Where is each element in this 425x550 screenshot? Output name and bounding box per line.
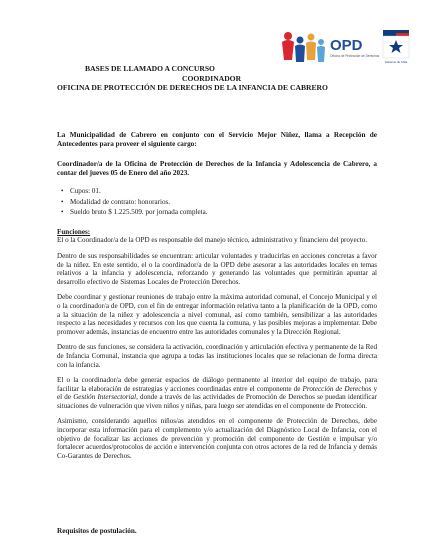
document-header — [57, 64, 377, 93]
paragraph-5 — [57, 376, 377, 410]
list-item: • Modalidad de contrato: honorarios. — [70, 198, 377, 207]
requirements-title: Requisitos de postulación. — [57, 527, 137, 535]
paragraph-1: El o la Coordinador/a de la OPD es responsable del manejo técnico, administrativo y financiero del proyecto. — [57, 236, 368, 245]
text-span: El o la coordinador/a debe generar espacios de diálogo permanente al interior del equipo de trabajo, para facilitar la elaboración de estrategias y acciones coordinadas entre el componente de — [57, 376, 377, 393]
header-line-1: BASES DE LLAMADO A CONCURSO — [85, 64, 215, 73]
position-paragraph: Coordinador/a de la Oficina de Protección de Derechos de la Infancia y Adolescencia de Cabrero, a contar del jueves 05 de Enero del año 2023. — [57, 160, 377, 177]
gobierno-chile-logo — [380, 30, 412, 64]
list-item: • Sueldo bruto $ 1.225.509. por jornada completa. — [70, 208, 377, 217]
paragraph-4: Dentro de sus funciones, se considera la activación, coordinación y articulación efectiva y permanente de la Red de Infancia Comunal, instancia que agrupa a todas las instituciones locales que se relacionan de forma directa con la infancia. — [57, 343, 377, 369]
svg-text:Oficina de Protección de Derec: Oficina de Protección de Derechos — [330, 54, 380, 58]
document-body — [57, 131, 377, 467]
italic-term: Gestión Intersectorial — [73, 393, 137, 402]
functions-title: Funciones: — [57, 227, 91, 236]
svg-text:Gobierno de Chile: Gobierno de Chile — [384, 60, 408, 64]
paragraph-2: Dentro de sus responsabilidades se encuentran: articular voluntades y traducirlas en acciones concretas a favor de la niñez. En este sentido, el o la coordinador/a de la OPD debe asesorar a las autoridades locales en temas relativos a la infancia y adolescencia, reforzando y generando las voluntades que permitirán apuntar al desarrollo efectivo de Sistemas Locales de Protección Derechos. — [57, 251, 377, 286]
header-line-3: OFICINA DE PROTECCIÓN DE DERECHOS DE LA INFANCIA DE CABRERO — [57, 83, 328, 93]
children-figures-icon — [282, 32, 325, 62]
list-item: • Cupos: 01. — [70, 187, 377, 196]
paragraph-3: Debe coordinar y gestionar reuniones de trabajo entre la máxima autoridad comunal, el Concejo Municipal y el o la coordinador/a de OPD, con el fin de entregar información relativa tanto a la planificación de la OPD, como a la situación de la niñez y adolescencia a nivel comunal, así como también, sensibilizar a las autoridades respecto a las necesidades y recursos con los que cuenta la comuna, y las posibles mejoras a implementar. Debe promover además, instancias de encuentro entre las autoridades comunales y la Dirección Regional. — [57, 293, 377, 336]
italic-term: Protección de Derechos — [302, 384, 372, 393]
header-line-2: COORDINADOR — [182, 73, 242, 83]
text-span: , donde a través de las actividades de Promoción de Derechos se puedan identificar situaciones de vulneración que viven niños y niñas, para luego ser atendidas en el componente de Protección. — [57, 393, 377, 410]
paragraph-6: Asimismo, considerando aquellos niños/as atendidos en el componente de Protección de Derechos, debe incorporar esta información para el complemento y/o actualización del Diagnóstico Local de Infancia, con el objetivo de focalizar las acciones de prevención y promoción del componente de Gestión e impulsar y/o fortalecer acuerdos/protocolos de acción e intervención conjunta con otros actores de la red de Infancia y demás Co-Garantes de Derechos. — [57, 417, 377, 460]
conditions-list — [57, 187, 377, 217]
svg-text:OPD: OPD — [330, 37, 363, 54]
intro-paragraph: La Municipalidad de Cabrero en conjunto con el Servicio Mejor Niñez, llama a Recepción de Antecedentes para proveer el siguiente cargo: — [57, 131, 377, 148]
text-span: y el de — [57, 384, 377, 402]
